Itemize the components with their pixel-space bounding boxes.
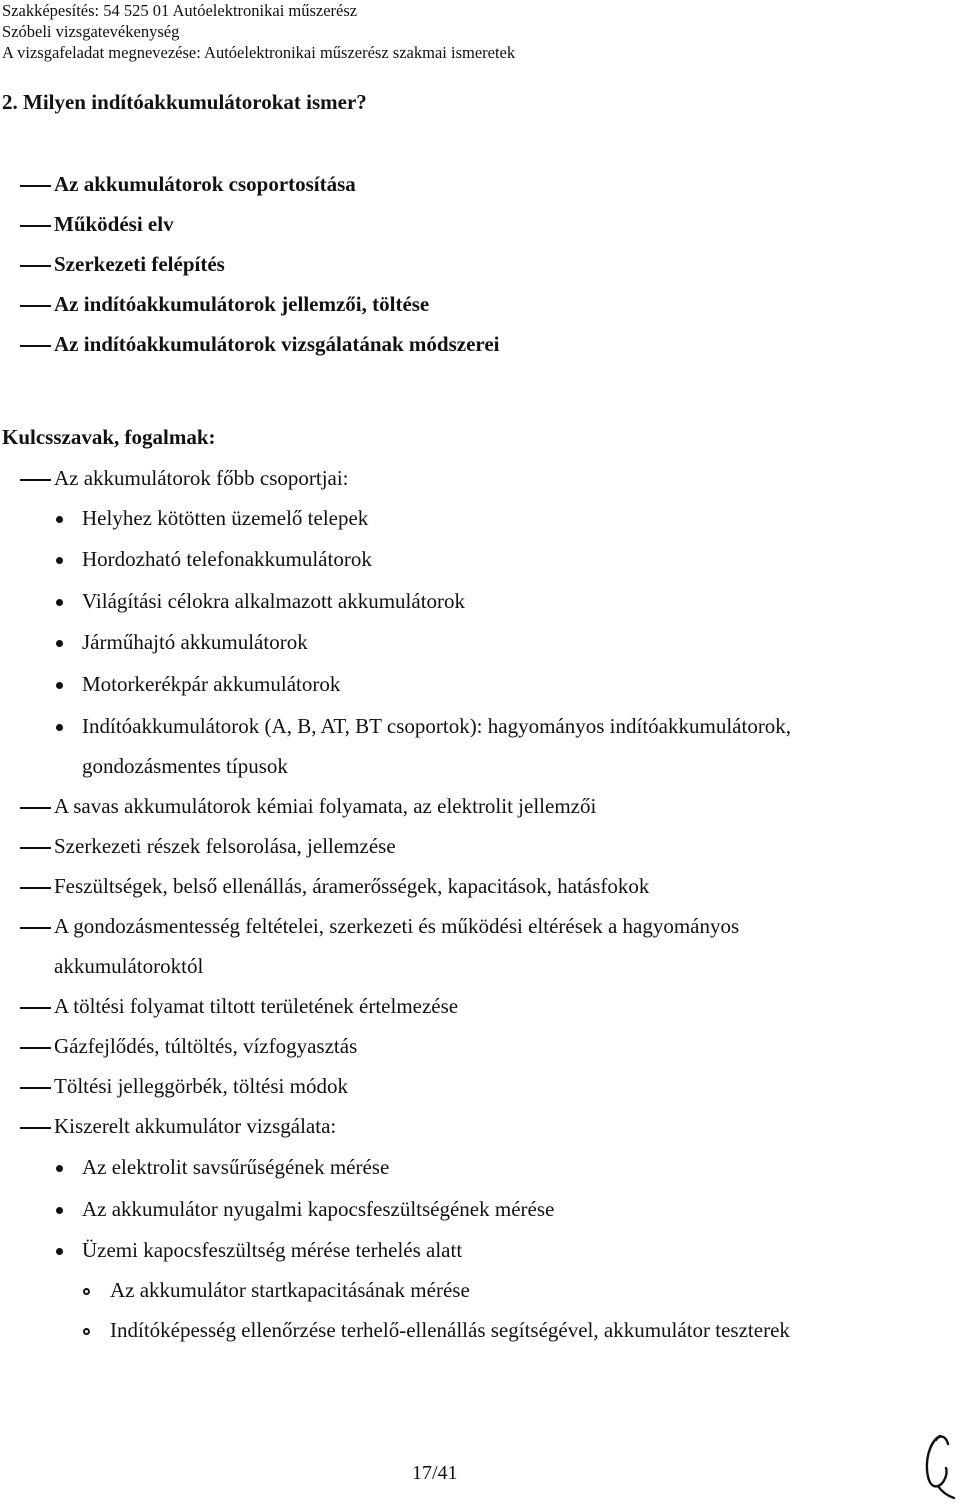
dash-bullet-icon [20, 927, 51, 929]
keyword-item: A gondozásmentesség feltételei, szerkezeti és működési eltérések a hagyományos [54, 914, 740, 938]
keyword-subitem: Helyhez kötötten üzemelő telepek [82, 506, 369, 530]
keyword-subitem: Járműhajtó akkumulátorok [82, 630, 308, 654]
header-exam-type: Szóbeli vizsgatevékenység [2, 22, 180, 41]
dot-bullet-icon [56, 724, 63, 731]
topic-item: Szerkezeti felépítés [54, 252, 225, 276]
test-subitem: Indítóképesség ellenőrzése terhelő-ellenállás segítségével, akkumulátor teszterek [110, 1318, 790, 1342]
dot-bullet-icon [56, 599, 63, 606]
topic-item: Az indítóakkumulátorok jellemzői, töltése [54, 292, 430, 316]
keyword-item: Feszültségek, belső ellenállás, áramerősségek, kapacitások, hatásfokok [54, 874, 650, 898]
page-number: 17/41 [412, 1462, 458, 1484]
keyword-subitem: Indítóakkumulátorok (A, B, AT, BT csoportok): hagyományos indítóakkumulátorok, [82, 714, 792, 738]
keyword-subitem: Motorkerékpár akkumulátorok [82, 672, 341, 696]
dash-bullet-icon [20, 887, 51, 889]
dot-bullet-icon [56, 1248, 63, 1255]
dash-bullet-icon [20, 265, 51, 267]
keyword-item: A töltési folyamat tiltott területének értelmezése [54, 994, 459, 1018]
dash-bullet-icon [20, 807, 51, 809]
dash-bullet-icon [20, 185, 51, 187]
dash-bullet-icon [20, 847, 51, 849]
dash-bullet-icon [20, 1087, 51, 1089]
dash-bullet-icon [20, 225, 51, 227]
dot-bullet-icon [56, 516, 63, 523]
dash-bullet-icon [20, 1007, 51, 1009]
topic-item: Az indítóakkumulátorok vizsgálatának módszerei [54, 332, 500, 356]
topic-item: Működési elv [54, 212, 174, 236]
keyword-subitem: Hordozható telefonakkumulátorok [82, 547, 372, 571]
keyword-subitem-continuation: gondozásmentes típusok [82, 754, 288, 778]
dot-bullet-icon [56, 1207, 63, 1214]
keywords-heading: Kulcsszavak, fogalmak: [2, 425, 216, 449]
test-item: Az elektrolit savsűrűségének mérése [82, 1155, 390, 1179]
topic-item: Az akkumulátorok csoportosítása [54, 172, 356, 196]
dash-bullet-icon [20, 345, 51, 347]
dot-bullet-icon [56, 557, 63, 564]
keyword-subitem: Világítási célokra alkalmazott akkumulátorok [82, 589, 466, 613]
keyword-item: Gázfejlődés, túltöltés, vízfogyasztás [54, 1034, 358, 1058]
dash-bullet-icon [20, 1127, 51, 1129]
question-title: 2. Milyen indítóakkumulátorokat ismer? [2, 90, 367, 114]
keyword-item: Kiszerelt akkumulátor vizsgálata: [54, 1114, 337, 1138]
circle-bullet-icon [83, 1328, 90, 1335]
keyword-item: Szerkezeti részek felsorolása, jellemzése [54, 834, 396, 858]
dash-bullet-icon [20, 479, 51, 481]
test-item: Üzemi kapocsfeszültség mérése terhelés alatt [82, 1238, 463, 1262]
signature-mark [918, 1430, 958, 1502]
header-task-name: A vizsgafeladat megnevezése: Autóelektronikai műszerész szakmai ismeretek [2, 43, 516, 62]
keyword-item: A savas akkumulátorok kémiai folyamata, az elektrolit jellemzői [54, 794, 597, 818]
circle-bullet-icon [83, 1288, 90, 1295]
test-item: Az akkumulátor nyugalmi kapocsfeszültségének mérése [82, 1197, 555, 1221]
header-qualification: Szakképesítés: 54 525 01 Autóelektronikai műszerész [2, 1, 358, 20]
dash-bullet-icon [20, 1047, 51, 1049]
dot-bullet-icon [56, 1165, 63, 1172]
keyword-item: Töltési jelleggörbék, töltési módok [54, 1074, 348, 1098]
dot-bullet-icon [56, 640, 63, 647]
keyword-item: Az akkumulátorok főbb csoportjai: [54, 466, 349, 490]
keyword-item-continuation: akkumulátoroktól [54, 954, 204, 978]
dot-bullet-icon [56, 682, 63, 689]
dash-bullet-icon [20, 305, 51, 307]
test-subitem: Az akkumulátor startkapacitásának mérése [110, 1278, 470, 1302]
